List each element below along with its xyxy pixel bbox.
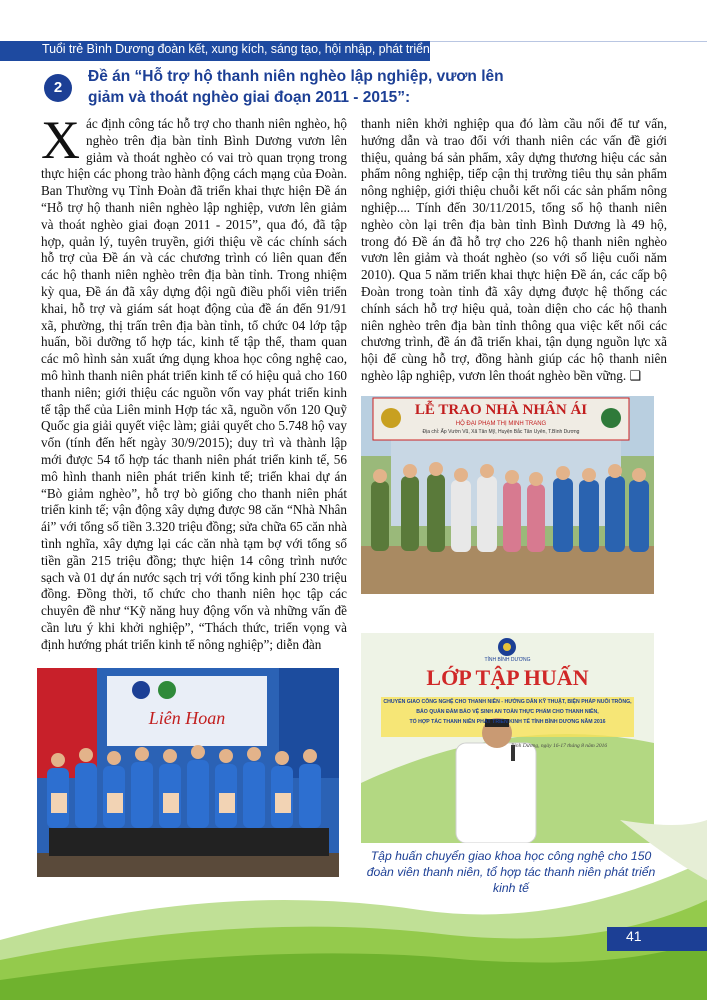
end-mark-icon: ❑ [629,367,642,383]
section-title: Đề án “Hỗ trợ hộ thanh niên nghèo lập nghiệp, vươn lên giảm và thoát nghèo giai đoạn 2011 - 2015”: [88,68,504,106]
body-column-2 [361,116,667,384]
photo1-banner-sub: HỘ ĐẠI PHẠM THỊ MINH TRANG [455,421,547,427]
page-number: 41 [626,928,642,944]
photo2-banner-title: LỚP TẬP HUẤN [426,665,589,690]
photo2-org: TỈNH BÌNH DƯƠNG [484,657,531,663]
photo-caption: Tập huấn chuyển giao khoa học công nghệ cho 150 đoàn viên thanh niên, tổ hợp tác thanh niên phát triển kinh tế [366,849,656,895]
photo2-line-1: CHUYỂN GIAO CÔNG NGHỆ CHO THANH NIÊN - HƯỚNG DẪN KỸ THUẬT, BIỆN PHÁP NUÔI TRỒNG, [383,699,632,705]
photo2-line-3: TỔ HỢP TÁC THANH NIÊN PHÁT TRIỂN KINH TẾ TỈNH BÌNH DƯƠNG NĂM 2016 [409,719,606,725]
photo2-line-2: BẢO QUẢN ĐẢM BẢO VỆ SINH AN TOÀN THỰC PHẨM CHO THANH NIÊN, [416,709,599,715]
photo2-date: Bình Dương, ngày 16-17 tháng 8 năm 2016 [511,743,608,749]
green-wave-decoration [0,820,707,1000]
section-number: 2 [44,74,72,102]
body-text-1: ác định công tác hỗ trợ cho thanh niên nghèo, hộ nghèo trên địa bàn tỉnh Bình Dương vươn lên giảm và thoát nghèo có vai trò quan trọng trong thực hiện các phong trào hành động cách mạng của Đoàn. Ban Thường vụ Tỉnh Đoàn đã triển khai thực hiện Đề án “Hỗ trợ hộ thanh niên nghèo lập nghiệp, vươn lên giảm và thoát nghèo giai đoạn 2011 - 2015”, qua đó, đã tập hợp, quản lý, tuyên truyền, giới thiệu về các chính sách hỗ trợ của Đề án và các chương trình có liên quan đến các hộ thanh niên nghèo trên địa bàn tỉnh. Trong nhiệm kỳ qua, Đề án đã xây dựng đội ngũ điều phối viên triển khai, hỗ trợ và giám sát hoạt động của đề án đến 91/91 xã, phường, thị trấn trên địa bàn tỉnh, tổ chức 04 lớp tập huấn, bồi dưỡng tổ hợp tác, kinh tế tập thể, tham quan các mô hình sản xuất ứng dụng khoa học công nghệ cao, mô hình thanh niên phát triển kinh tế có hiệu quả cho 160 thanh niên; giới thiệu các nguồn vốn vay phát triển kinh tế tập thể của Liên minh Hợp tác xã, nguồn vốn 120 Quỹ Quốc gia giải quyết việc làm; giải quyết cho 5.748 hộ vay vốn (tính đến hết ngày 30/9/2015); duy trì và thành lập mới được 54 tổ hợp tác thanh niên phát triển kinh tế, 56 mô hình thanh niên phát triển kinh tế; triển khai dự án “Bò giảm nghèo”, hỗ trợ bò giống cho thanh niên phát triển kinh tế; vận động xây dựng được 98 căn “Nhà Nhân ái” với tổng số tiền 3.320 triệu đồng; sửa chữa 65 căn nhà tình nghĩa, xây dựng lại các căn nhà tạm bợ với tổng số tiền gần 215 triệu đồng; thực hiện 14 công trình nước sạch và 01 dự án nước sạch trị với tổng kinh phí 230 triệu đồng. Đồng thời, tổ chức cho thanh niên học tập các chuyên đề như “Kỹ năng huy động vốn và những vấn đề cần lưu ý khi khởi nghiệp”, “Thách thức, triển vọng và định hướng phát triển kinh tế nông nghiệp”; diễn đàn [41,116,347,652]
photo-house-handover [361,396,654,594]
header-divider [430,41,707,42]
drop-cap: X [41,116,80,170]
photo1-banner-title: LỄ TRAO NHÀ NHÂN ÁI [414,402,588,418]
photo3-banner: Liên Hoan [148,708,226,728]
body-text-2: thanh niên khởi nghiệp qua đó làm cầu nối để tư vấn, hướng dẫn và trao đổi với thanh niên các vấn đề giới thiệu, quảng bá sản phẩm, xây dựng thương hiệu các sản phẩm nông nghiệp, tiếp cận thị trường tiêu thụ sản phẩm nông nghiệp, giới thiệu chuỗi kết nối các sản phẩm nông nghiệp.... Tính đến 30/11/2015, tổng số hộ thanh niên nghèo còn lại trên địa bàn tỉnh Bình Dương là 49 hộ, trong đó Đề án đã hỗ trợ cho 226 hộ thanh niên nghèo vươn lên giảm và thoát nghèo (so với số liệu cuối năm 2010). Qua 5 năm triển khai thực hiện Đề án, các cấp bộ Đoàn trong toàn tỉnh đã xây dựng được hệ thống các chính sách hỗ trợ hiệu quả, toàn diện cho các hộ thanh niên nghèo trên địa bàn tỉnh thông qua việc kết nối các chương trình, đề án đã triển khai, tận dụng nguồn lực xã hội để cùng hỗ trợ, đồng hành giúp các hộ thanh niên nghèo lập nghiệp, vươn lên thoát nghèo bền vững. [361,116,667,383]
photo1-banner-addr: Địa chỉ: Ấp Vườn Vũ, Xã Tân Mỹ, Huyện Bắc Tân Uyên, T.Bình Dương [422,429,580,435]
body-column-1 [41,116,347,666]
page-number-box [607,927,707,951]
photo-training-class [361,633,654,843]
header-tagline: Tuổi trẻ Bình Dương đoàn kết, xung kích, sáng tạo, hội nhập, phát triển [42,42,430,56]
